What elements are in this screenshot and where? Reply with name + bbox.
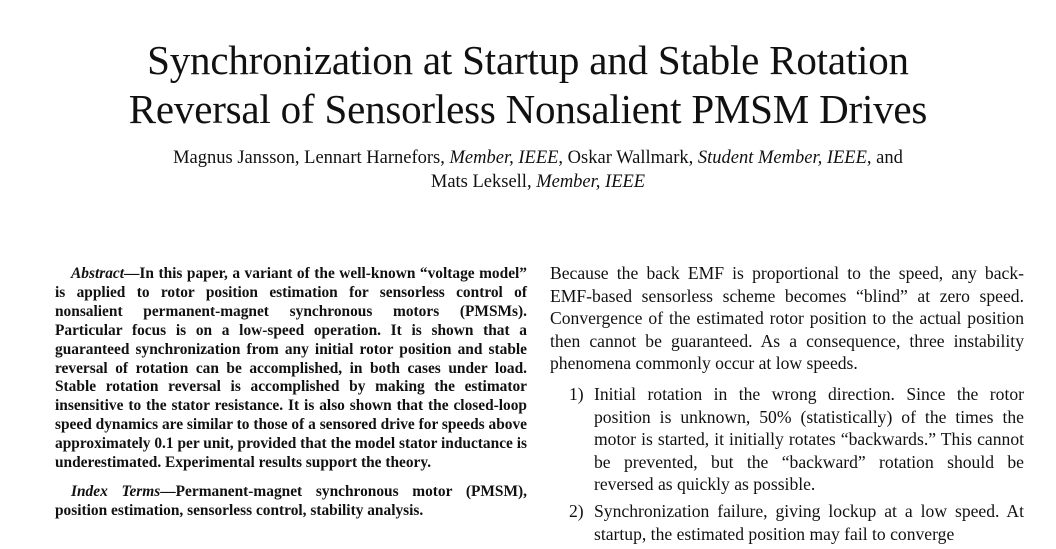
author-role-1: Member, IEEE: [449, 148, 559, 168]
index-terms-body: —Permanent-magnet synchronous motor (PMSM), position estimation, sensorless control, stability analysis.: [55, 482, 527, 519]
author-names-3: Mats Leksell,: [430, 172, 537, 192]
list-text: Initial rotation in the wrong direction. Since the rotor position is unknown, 50% (statistically) of the times the motor is started, it initially rotates “backwards.” This cannot be prevented, but the “backward” rotation should be reversed as quickly as possible.: [594, 383, 1024, 495]
intro-paragraph: Because the back EMF is proportional to the speed, any back-EMF-based sensorless scheme becomes “blind” at zero speed. Convergence of the estimated rotor position to the actual position then cannot be guaranteed. As a consequence, three instability phenomena commonly occur at low speeds.: [550, 263, 1024, 374]
paper-title: [0, 36, 1056, 134]
list-text: Synchronization failure, giving lockup at a low speed. At startup, the estimated position may fail to converge: [594, 500, 1024, 544]
list-item: [550, 383, 1024, 496]
index-terms-heading: Index Terms: [71, 482, 161, 500]
author-and: , and: [866, 148, 903, 168]
index-terms: [55, 483, 527, 521]
author-names-2: , Oskar Wallmark,: [558, 148, 698, 168]
author-line-2: [0, 170, 1056, 194]
list-number: 2): [569, 500, 584, 521]
author-line-1: [0, 146, 1056, 170]
author-names-1: Magnus Jansson, Lennart Harnefors,: [173, 148, 450, 168]
author-list: [0, 146, 1056, 194]
list-item: [550, 500, 1024, 545]
author-role-3: Member, IEEE: [536, 172, 646, 192]
title-line-1: Synchronization at Startup and Stable Rotation: [147, 37, 909, 83]
left-column: [55, 265, 527, 521]
abstract: [55, 265, 527, 473]
abstract-body: —In this paper, a variant of the well-known “voltage model” is applied to rotor position estimation for sensorless control of nonsalient permanent-magnet synchronous motors (PMSMs). Particular focus is on a low-speed operation. It is shown that a guaranteed synchronization from any initial rotor position and stable reversal of rotation can be accomplished, in both cases under load. Stable rotation reversal is accomplished by making the estimator insensitive to the stator resistance. It is also shown that the closed-loop speed dynamics are similar to those of a sensored drive for speeds above approximately 0.1 per unit, provided that the model stator inductance is underestimated. Experimental results support the theory.: [55, 265, 527, 472]
instability-list: [550, 383, 1024, 545]
right-column: [550, 262, 1024, 549]
abstract-heading: Abstract: [71, 265, 125, 282]
list-number: 1): [569, 383, 584, 404]
author-role-2: Student Member, IEEE: [697, 148, 867, 168]
title-line-2: Reversal of Sensorless Nonsalient PMSM Drives: [128, 86, 928, 132]
